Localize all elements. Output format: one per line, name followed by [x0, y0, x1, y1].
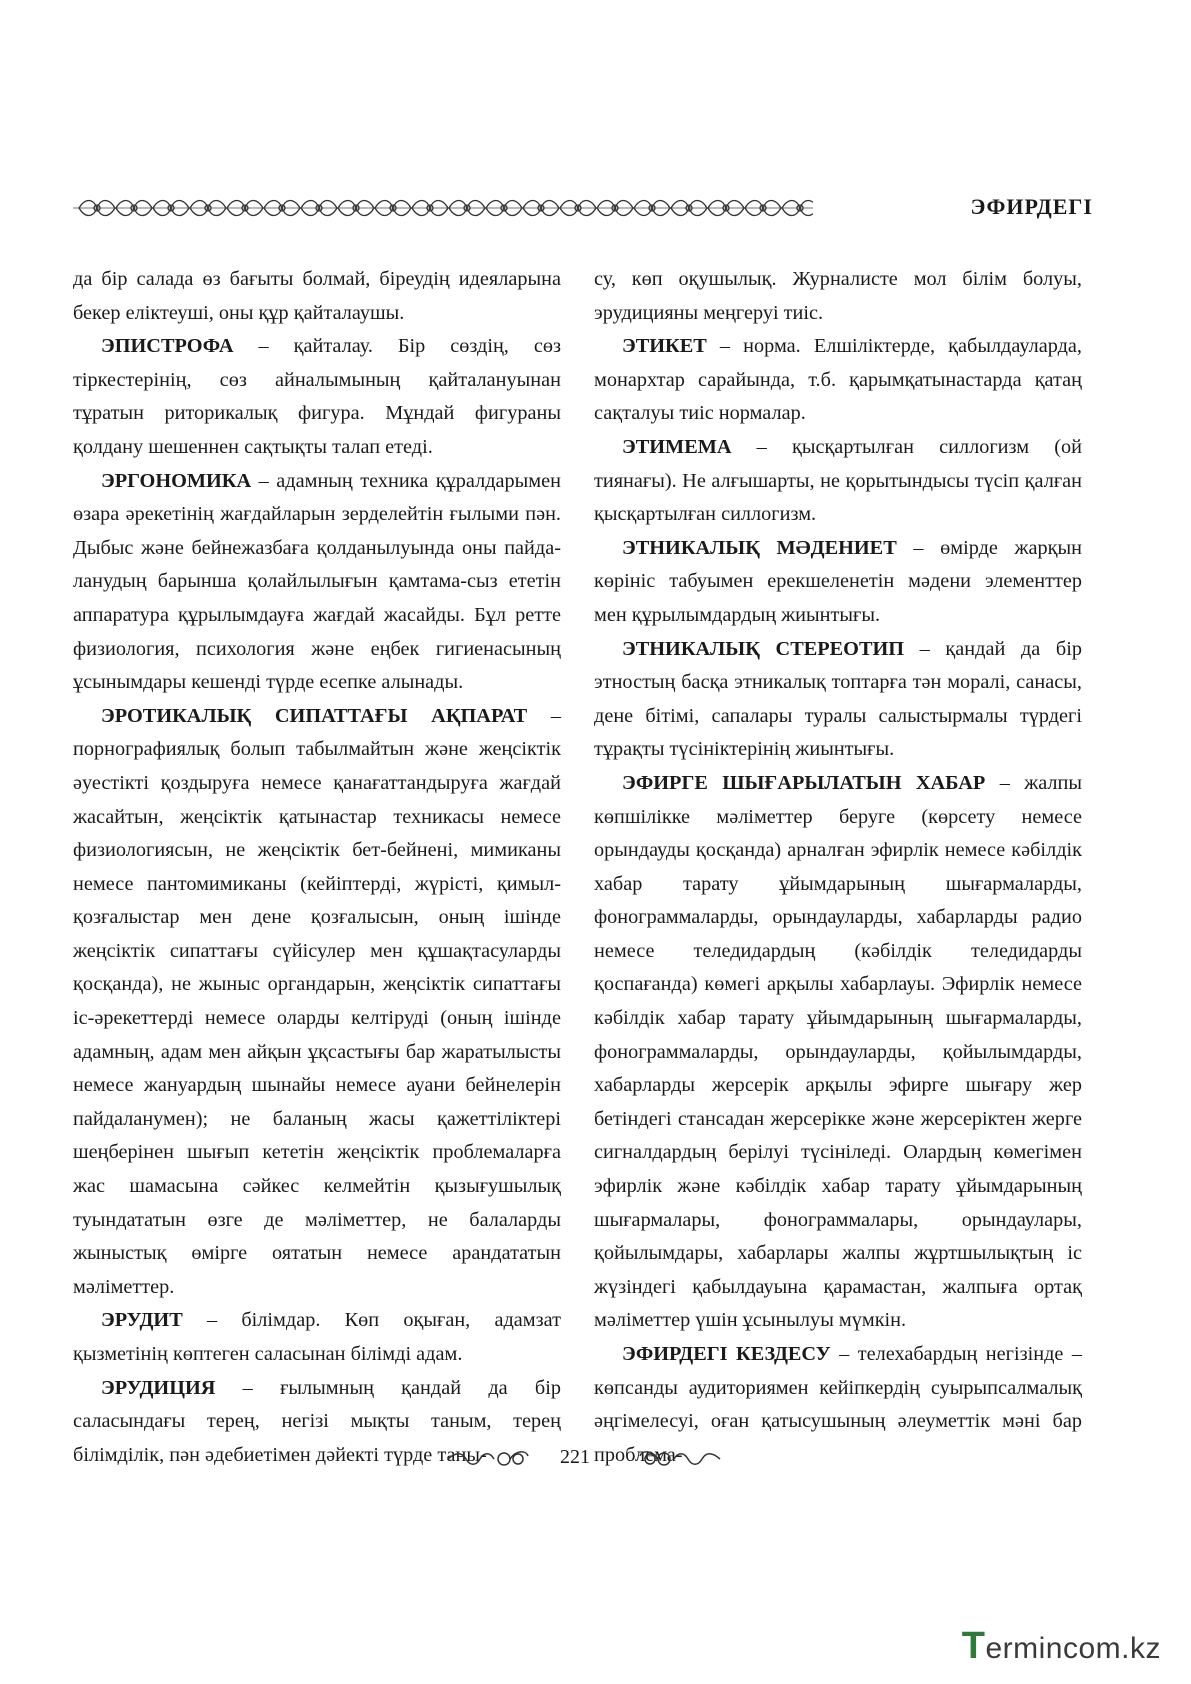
entry-eruditsiya: ЭРУДИЦИЯ – ғылымның қандай да бір саласындағы терең, негізі мықты таным, терең білімділік, пән әдебиетімен дәйекті түрде таны- [73, 1376, 561, 1466]
entry-etiket: ЭТИКЕТ – норма. Елшіліктерде, қабылдауларда, монархтар сарайында, т.б. қарымқатынастарда қатаң сақталуы тиіс нормалар. [594, 335, 1082, 425]
entry-efirge-shygarylatyn: ЭФИРГЕ ШЫҒАРЫЛАТЫН ХАБАР – жалпы көпшілікке мәліметтер беруге (көрсету немесе орындауды қосқанда) арналған эфирлік немесе кәбілдік хабар тарату ұйымдарының шығармаларды, фонограммаларды, орындауларды, хабарларды радио немесе теледидардың (кәбілдік теледидарды қоспағанда) көмегі арқылы хабарлауы. Эфирлік немесе кәбілдік хабар тарату ұйымдарының шығармаларды, фонограммаларды, орындауларды, қойылымдарды, хабарларды жерсерік арқылы эфирге шығару жер бетіндегі стансадан жерсерікке және жерсеріктен жерге сигналдардың берілуі түсініледі. Олардың көмегімен эфирлік және кәбілдік хабар тарату ұйымдарының шығармалары, фонограммалары, орындаулары, қойылымдары, хабарлары жалпы жұртшылықтың іс жүзіндегі қабылдауына қарамастан, жалпыға ортақ мәліметтер үшін ұсынылуы мүмкін. [594, 771, 1083, 1332]
entry-term: ЭРОТИКАЛЫҚ СИПАТТАҒЫ АҚПАРАТ [101, 704, 528, 727]
left-column [73, 263, 561, 1472]
entry-term: ЭРГОНОМИКА [101, 469, 252, 492]
entry-etnikalyk-madeniet: ЭТНИКАЛЫҚ МӘДЕНИЕТ – өмірде жарқын көрініс табуымен ерекшеленетін мәдени элементтер мен құрылымдардың жиынтығы. [594, 536, 1082, 626]
left-flourish-icon [446, 1448, 530, 1470]
right-column [594, 263, 1082, 1472]
running-header [73, 192, 1093, 224]
entry-term: ЭТИМЕМА [622, 435, 732, 458]
entry-term: ЭРУДИТ [101, 1309, 183, 1332]
entry-etimema: ЭТИМЕМА – қысқартылған силлогизм (ой тиянағы). Не алғышарты, не қорытындысы түсіп қалған қысқартылған силлогизм. [594, 435, 1082, 526]
watermark-logo: Termincom.kz [961, 1625, 1161, 1667]
page-footer [0, 1442, 1191, 1482]
entry-efirdegi-kezdesu: ЭФИРДЕГІ КЕЗДЕСУ – телехабардың негізінде – көпсанды аудиториямен кейіпкердің суырыпсалмалық әңгімелесуі, оған қатысушының әлеуметтік мәні бар проблема- [594, 1343, 1083, 1466]
entry-term: ЭФИРГЕ ШЫҒАРЫЛАТЫН ХАБАР [622, 771, 986, 794]
entry-etnikalyk-stereotip: ЭТНИКАЛЫҚ СТЕРЕОТИП – қандай да бір этностың басқа этникалық топтарға тән моралі, санасы, дене бітімі, сапалары туралы салыстырмалы түрдегі тұрақты түсініктерінің жиынтығы. [594, 637, 1082, 761]
entry-term: ЭТИКЕТ [622, 335, 707, 358]
entry-continued: су, көп оқушылық. Журналисте мол білім болуы, эрудицияны меңгеруі тиіс. [594, 268, 1082, 324]
entry-erudit: ЭРУДИТ – білімдар. Көп оқыған, адамзат қызметінің көптеген саласынан білімді адам. [73, 1309, 561, 1365]
entry-continued: да бір салада өз бағыты болмай, біреудің идеяларына бекер еліктеуші, оны құр қайталаушы. [73, 268, 561, 324]
entry-term: ЭПИСТРОФА [101, 335, 234, 358]
entry-term: ЭТНИКАЛЫҚ МӘДЕНИЕТ [622, 536, 897, 559]
page-number: 221 [560, 1446, 590, 1468]
right-flourish-icon [638, 1448, 722, 1470]
entry-ergonomika: ЭРГОНОМИКА – адамның техника құралдарымен өзара әрекетінің жағдайларын зерделейтін ғылыми пән. Дыбыс және бейнежазбаға қолданылуында оны пайда-ланудың барынша қолайлылығын қамтама-сыз ететін аппаратура құрылымдауға жағдай жасайды. Бұл ретте физиология, психология және еңбек гигиенасының ұсынымдары кешенді түрде есепке алынады. [73, 469, 561, 694]
header-title: ЭФИРДЕГІ [970, 194, 1093, 219]
entry-term: ЭРУДИЦИЯ [101, 1376, 216, 1399]
entry-erotikalyk: ЭРОТИКАЛЫҚ СИПАТТАҒЫ АҚПАРАТ – порнографиялық болып табылмайтын және жеңсіктік әуестікті қоздыруға немесе қанағаттандыруға жағдай жасайтын, жеңсіктік қатынастар техникасы немесе физиологиясын, не жеңсіктік бет-бейнені, мимиканы немесе пантомимиканы (кейіптерді, жүрісті, қимыл-қозғалыстар мен дене қозғалысын, оның ішінде жеңсіктік сипаттағы сүйісулер мен құшақтасуларды қосқанда), не жыныс органдарын, жеңсіктік сипаттағы іс-әрекеттерді немесе оларды келтіруді (оның ішінде адамның, адам мен айқын ұқсастығы бар жаратылысты немесе жануардың шынайы немесе ауани бейнелерін пайдаланумен); не баланың жасы қажеттіліктері шеңберінен шығып кететін жеңсіктік проблемаларға жас шамасына сәйкес келмейтін қызығушылық туындататын өзге де мәліметтер, не балаларды жыныстық өмірге оятатын немесе арандататын мәліметтер. [73, 704, 561, 1298]
entry-epistrofa: ЭПИСТРОФА – қайталау. Бір сөздің, сөз тіркестерінің, сөз айналымының қайталануынан тұратын риторикалық фигура. Мұндай фигураны қолдану шешеннен сақтықты талап етеді. [73, 335, 561, 458]
entry-term: ЭТНИКАЛЫҚ СТЕРЕОТИП [622, 637, 905, 660]
ornament-band-icon [73, 196, 813, 220]
entry-term: ЭФИРДЕГІ КЕЗДЕСУ [622, 1343, 831, 1365]
